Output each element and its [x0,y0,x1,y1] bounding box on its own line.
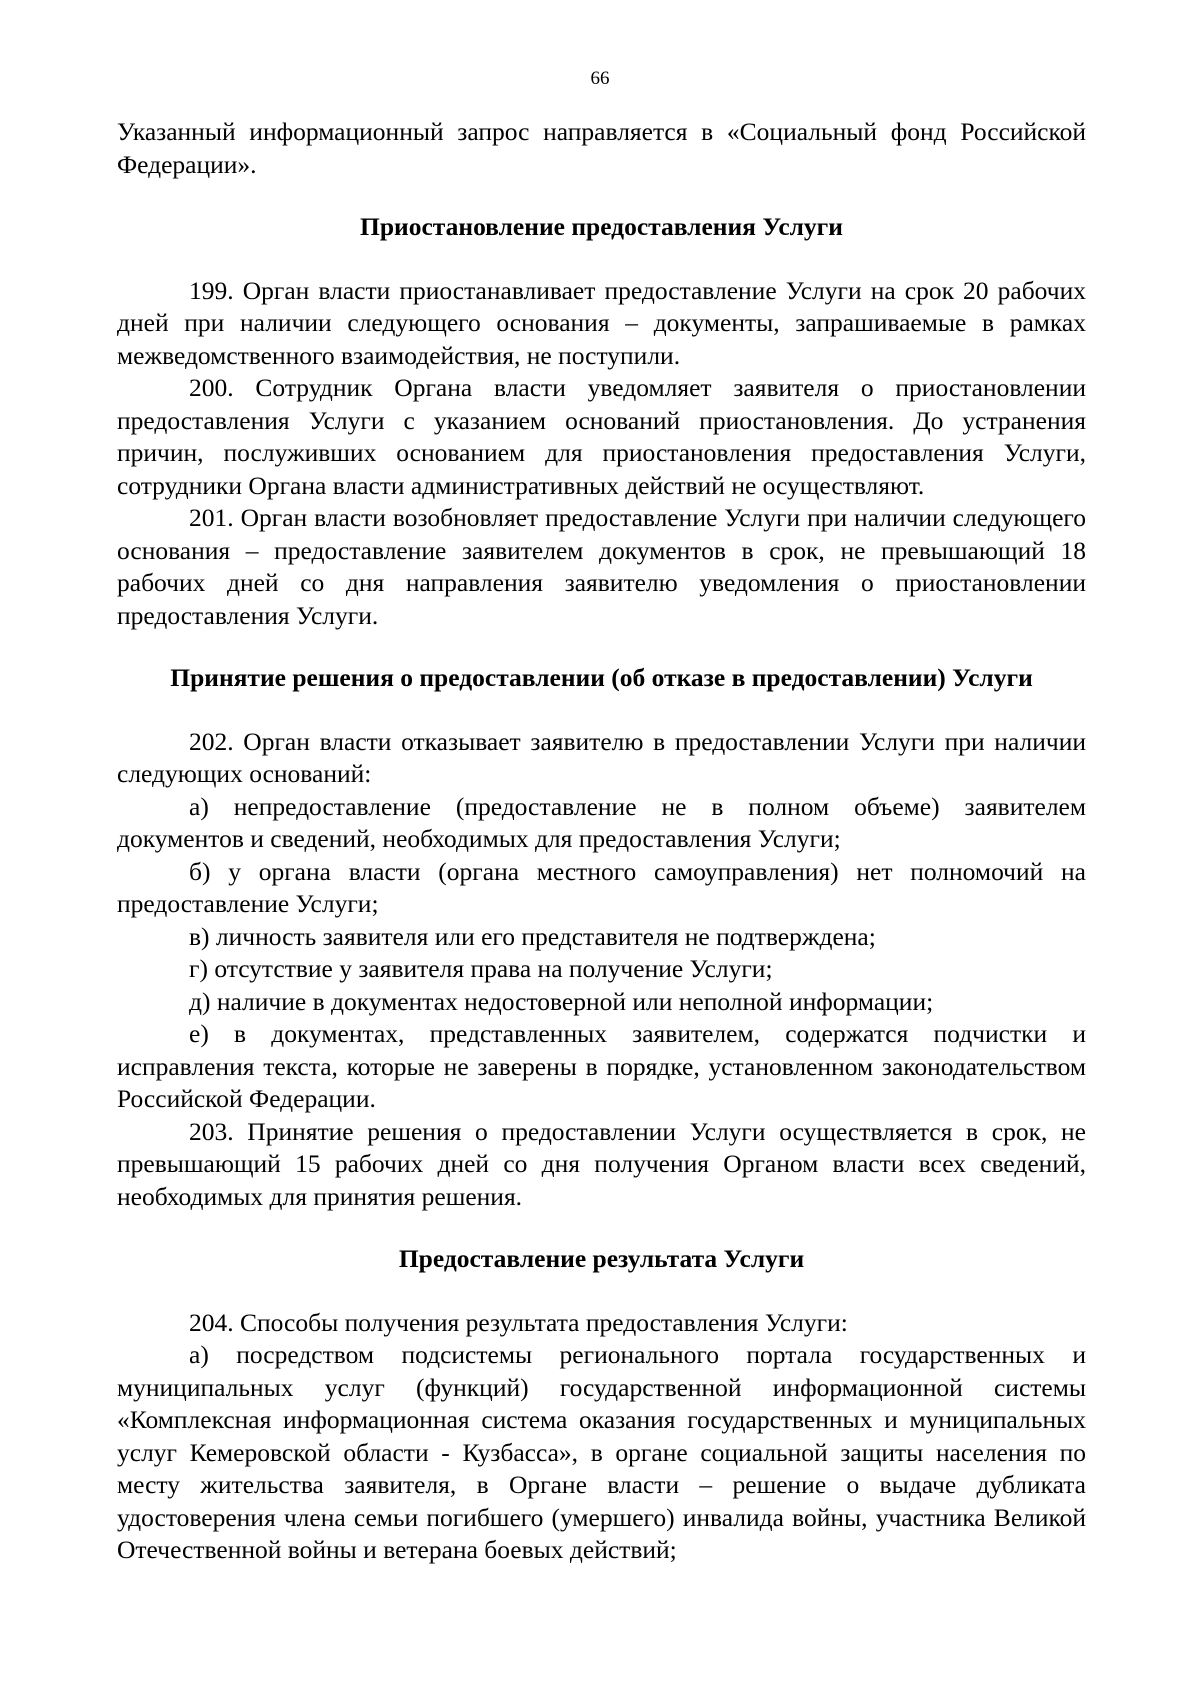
list-item-v: в) личность заявителя или его представителя не подтверждена; [189,921,876,951]
paragraph-202: 202. Орган власти отказывает заявителю в предоставлении Услуги при наличии следующих оснований: [117,726,1086,788]
intro-paragraph: Указанный информационный запрос направляется в «Социальный фонд Российской Федерации». [117,117,1086,179]
paragraph-203: 203. Принятие решения о предоставлении Услуги осуществляется в срок, не превышающий 15 рабочих дней со дня получения Органом власти всех сведений, необходимых для принятия решения. [117,1116,1086,1211]
list-item-e: е) в документах, представленных заявителем, содержатся подчистки и исправления текста, которые не заверены в порядке, установленном законодательством Российской Федерации. [117,1019,1086,1113]
list-item-d: д) наличие в документах недостоверной или неполной информации; [189,986,934,1016]
list-item-g: г) отсутствие у заявителя права на получение Услуги; [189,954,773,983]
list-item-a: а) непредоставление (предоставление не в полном объеме) заявителем документов и сведений, необходимых для предоставления Услуги; [117,791,1086,853]
list-item-a-result: а) посредством подсистемы регионального портала государственных и муниципальных услуг (функций) государственной информационной системы «Комплексная информационная система оказания государственных и муниципальных услуг Кемеровской области - Кузбасса», в органе социальной защиты населения по месту жительства заявителя, в Органе власти – решение о выдаче дубликата удостоверения члена семьи погибшего (умершего) инвалида войны, участника Великой Отечественной войны и ветерана боевых действий; [117,1340,1086,1564]
section-heading-suspension: Приостановление предоставления Услуги [360,212,843,241]
paragraph-200: 200. Сотрудник Органа власти уведомляет заявителя о приостановлении предоставления Услуги с указанием оснований приостановления. До устранения причин, послуживших основанием для приостановления предоставления Услуги, сотрудники Органа власти административных действий не осуществляют. [117,373,1086,500]
paragraph-204: 204. Способы получения результата предоставления Услуги: [189,1307,848,1337]
page-number: 66 [590,68,610,89]
list-item-b: б) у органа власти (органа местного самоуправления) нет полномочий на предоставление Услуги; [117,856,1086,918]
section-heading-decision: Принятие решения о предоставлении (об отказе в предоставлении) Услуги [170,663,1033,692]
paragraph-201: 201. Орган власти возобновляет предоставление Услуги при наличии следующего основания – предоставление заявителем документов в срок, не превышающий 18 рабочих дней со дня направления заявителю уведомления о приостановлении предоставления Услуги. [117,503,1086,630]
section-heading-result: Предоставление результата Услуги [398,1244,805,1273]
paragraph-199: 199. Орган власти приостанавливает предоставление Услуги на срок 20 рабочих дней при наличии следующего основания – документы, запрашиваемые в рамках межведомственного взаимодействия, не поступили. [117,275,1086,370]
document-body [117,116,1086,1567]
